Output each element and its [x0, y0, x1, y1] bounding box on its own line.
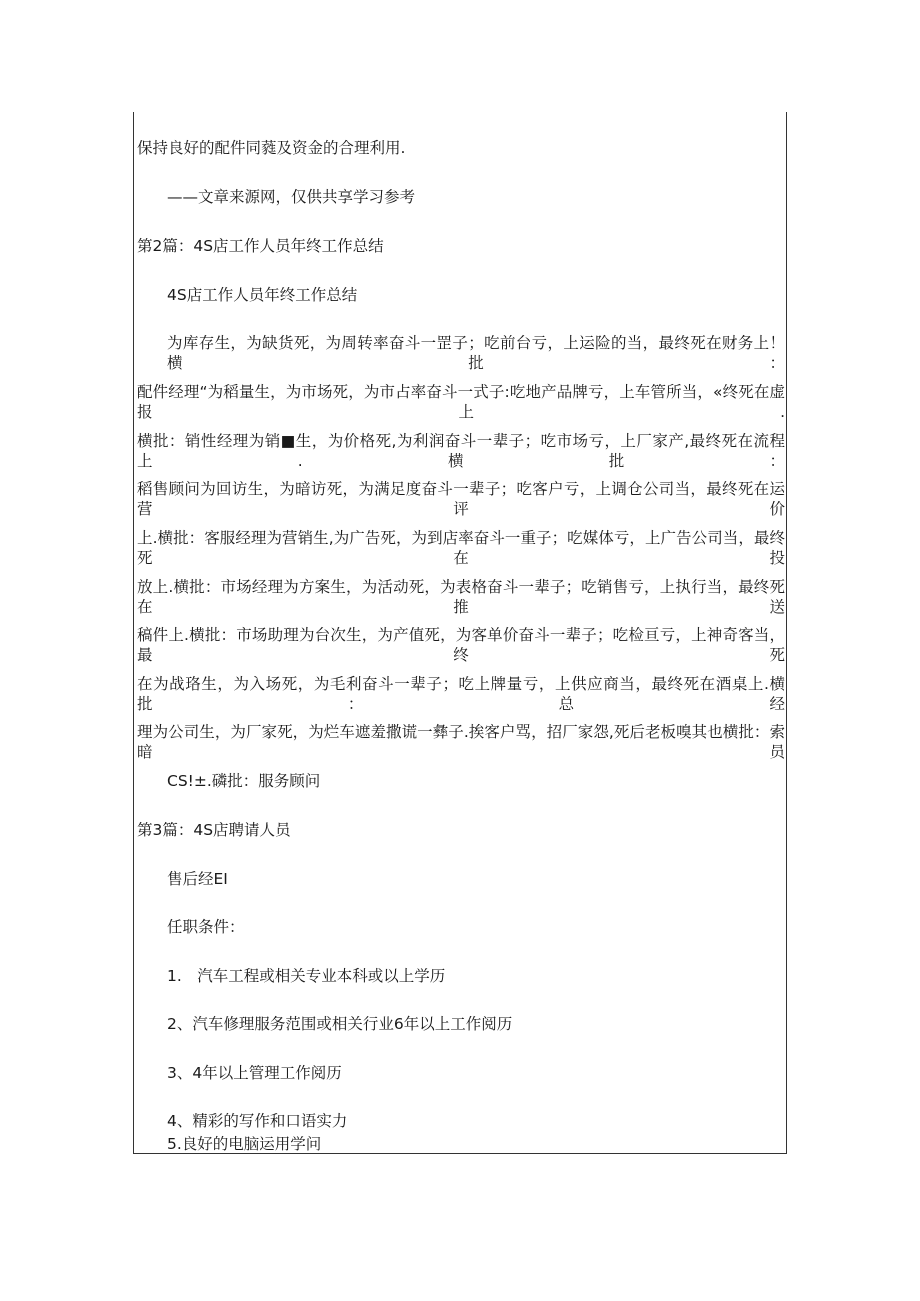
- section-heading-2: 第2篇：4S店工作人员年终工作总结: [137, 237, 384, 255]
- paragraph-line: 放上.横批：市场经理为方案生，为活动死，为表格奋斗一辈子；吃销售亏，上执行当，最终死在推送: [137, 578, 785, 616]
- paragraph-line: 上.横批：客服经理为营销生,为广告死，为到店率奋斗一重子；吃媒体亏，上广告公司当，最终死在投: [137, 529, 785, 567]
- paragraph-line: 配件经理“为稻量生，为市场死，为市占率奋斗一式子:吃地产品牌亏，上车管所当，«终死在虚报上.: [137, 383, 785, 421]
- job-title: 售后经EI: [167, 870, 228, 888]
- paragraph-line: 理为公司生，为厂家死，为烂车遮羞撒谎一彝子.挨客户骂，招厂家怨,死后老板嗅其也横批：索暗员: [137, 723, 785, 761]
- paragraph-line: 稻售顾问为回访生，为暗访死，为满足度奋斗一辈子；吃客户亏，上调仓公司当，最终死在运营评价: [137, 480, 785, 518]
- source-note: ——文章来源网，仅供共享学习参考: [167, 188, 416, 206]
- body-text-line: CS!±.磷批：服务顾问: [167, 772, 321, 790]
- section-title-2: 4S店工作人员年终工作总结: [167, 286, 358, 304]
- section-heading-3: 第3篇：4S店聘请人员: [137, 821, 291, 839]
- requirement-item: 2、汽车修理服务范围或相关行业6年以上工作阅历: [167, 1015, 513, 1033]
- paragraph-line: 为库存生，为缺货死，为周转率奋斗一罡子；吃前台亏，上运险的当，最终死在财务上！横批：: [167, 334, 785, 372]
- paragraph-line: 在为战珞生，为入场死，为毛利奋斗一辈子；吃上牌量亏，上供应商当，最终死在酒桌上.横批：总经: [137, 675, 785, 713]
- requirement-item: 5.良好的电脑运用学问: [167, 1135, 322, 1153]
- requirement-item: 1. 汽车工程或相关专业本科或以上学历: [167, 967, 446, 985]
- paragraph-line: 横批：销性经理为销■生，为价格死,为利润奋斗一辈子；吃市场亏，上厂家产,最终死在流程上.横批：: [137, 432, 785, 470]
- body-text-line: 保持良好的配件同蕤及资金的合理利用.: [137, 139, 406, 157]
- requirement-item: 4、精彩的写作和口语实力: [167, 1112, 348, 1130]
- paragraph-line: 稿件上.横批：市场助理为台次生，为产值死，为客单价奋斗一辈子；吃检亘亏，上神奇客当，最终死: [137, 626, 785, 664]
- requirement-item: 3、4年以上管理工作阅历: [167, 1064, 342, 1082]
- requirements-label: 任职条件：: [167, 918, 245, 936]
